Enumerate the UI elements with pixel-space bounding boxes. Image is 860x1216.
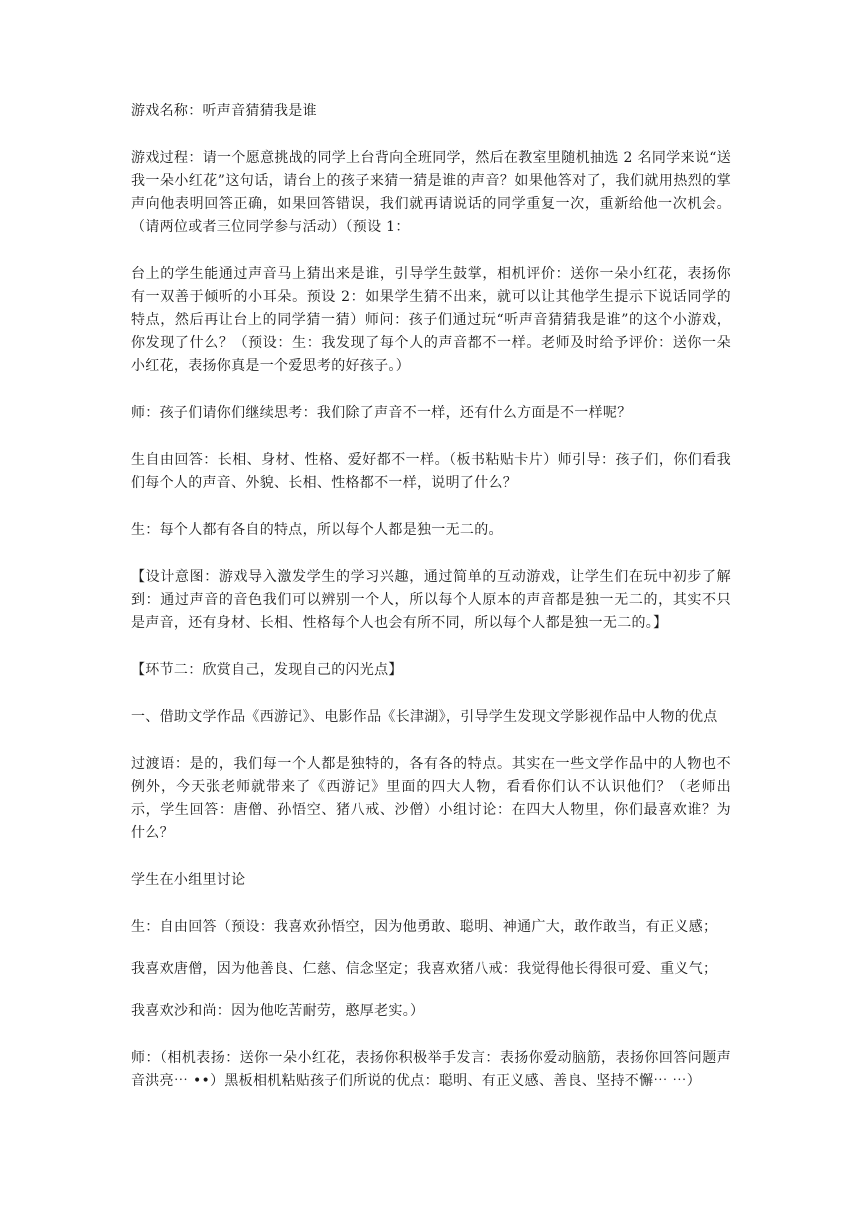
student-conclusion-paragraph: 生：每个人都有各自的特点，所以每个人都是独一无二的。 xyxy=(131,522,503,538)
transition-paragraph: 过渡语：是的，我们每一个人都是独特的，各有各的特点。其实在一些文学作品中的人物也不例外，今天张老师就带来了《西游记》里面的四大人物，看看你们认不认识他们？（老师出示，学生回答：唐僧、孙悟空、猪八戒、沙僧）小组讨论：在四大人物里，你们最喜欢谁？为什么？ xyxy=(131,756,731,841)
group-discussion-paragraph: 学生在小组里讨论 xyxy=(131,872,246,888)
answer-line-paragraph: 我喜欢沙和尚：因为他吃苦耐劳，憨厚老实。） xyxy=(131,1003,425,1019)
answer-line-paragraph: 生：自由回答（预设：我喜欢孙悟空，因为他勇敢、聪明、神通广大，敢作敢当，有正义感； xyxy=(131,919,718,935)
teacher-praise-paragraph: 师：（相机表扬：送你一朵小红花，表扬你积极举手发言：表扬你爱动脑筋，表扬你回答问题声音洪亮⋯ ••）黑板相机粘贴孩子们所说的优点：聪明、有正义感、善良、坚持不懈⋯ ⋯） xyxy=(131,1050,731,1089)
section-heading-paragraph: 【环节二：欣赏自己，发现自己的闪光点】 xyxy=(131,662,403,678)
subsection-heading-paragraph: 一、借助文学作品《西游记》、电影作品《长津湖》，引导学生发现文学影视作品中人物的优点 xyxy=(131,709,718,725)
preset-paragraph: 台上的学生能通过声音马上猜出来是谁，引导学生鼓掌，相机评价：送你一朵小红花，表扬你有一双善于倾听的小耳朵。预设 2：如果学生猜不出来，就可以让其他学生提示下说话同学的特点，然后再让台上的同学猜一猜）师问：孩子们通过玩“听声音猜猜我是谁”的这个小游戏，你发现了什么？（预设：生：我发现了每个人的声音都不一样。老师及时给予评价：送你一朵小红花，表扬你真是一个爱思考的好孩子。） xyxy=(131,266,731,374)
design-intent-paragraph: 【设计意图：游戏导入激发学生的学习兴趣，通过简单的互动游戏，让学生们在玩中初步了解到：通过声音的音色我们可以辨别一个人，所以每个人原本的声音都是独一无二的，其实不只是声音，还有身材、长相、性格每个人也会有所不同，所以每个人都是独一无二的。】 xyxy=(131,569,731,631)
teacher-question-paragraph: 师：孩子们请你们继续思考：我们除了声音不一样，还有什么方面是不一样呢？ xyxy=(131,405,632,421)
game-title-paragraph: 游戏名称：听声音猜猜我是谁 xyxy=(131,103,317,119)
document-body xyxy=(131,100,731,1117)
student-answer-paragraph: 生自由回答：长相、身材、性格、爱好都不一样。（板书粘贴卡片）师引导：孩子们，你们看我们每个人的声音、外貌、长相、性格都不一样，说明了什么？ xyxy=(131,452,731,491)
game-process-paragraph: 游戏过程：请一个愿意挑战的同学上台背向全班同学，然后在教室里随机抽选 2 名同学来说“送我一朵小红花”这句话，请台上的孩子来猜一猜是谁的声音？如果他答对了，我们就用热烈的掌声向他表明回答正确，如果回答错误，我们就再请说话的同学重复一次，重新给他一次机会。（请两位或者三位同学参与活动）（预设 1： xyxy=(131,150,731,235)
answer-line-paragraph: 我喜欢唐僧，因为他善良、仁慈、信念坚定；我喜欢猪八戒：我觉得他长得很可爱、重义气； xyxy=(131,961,718,977)
